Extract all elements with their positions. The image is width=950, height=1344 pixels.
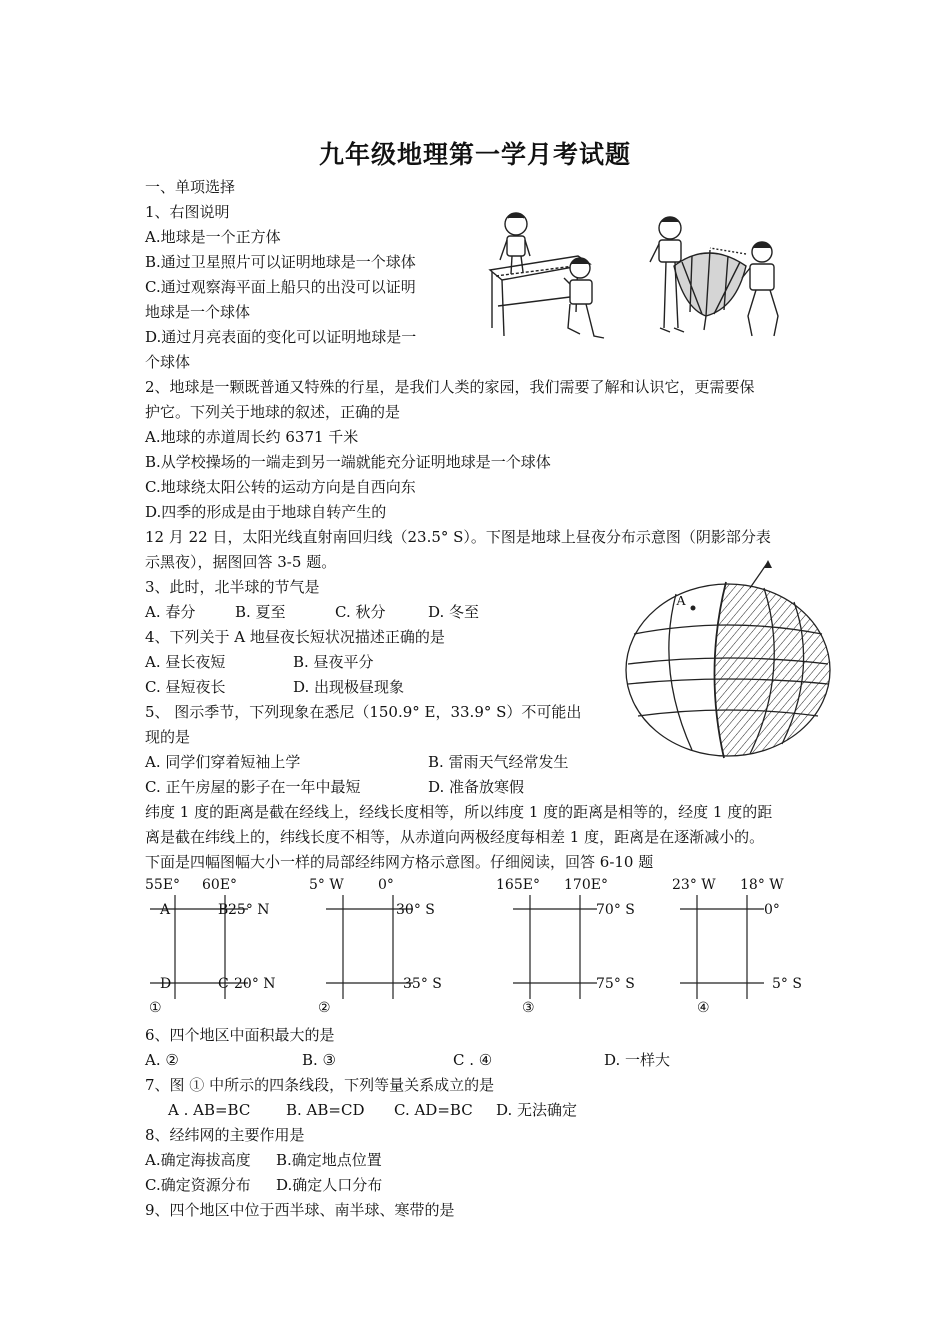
intro-6-10-cont2: 下面是四幅图幅大小一样的局部经纬网方格示意图。仔细阅读，回答 6-10 题 bbox=[145, 853, 654, 871]
grid3-lat-top: 70° S bbox=[596, 902, 635, 918]
intro-3-5: 12 月 22 日，太阳光线直射南回归线（23.5° S）。下图是地球上昼夜分布示意图（阴影部分表 bbox=[145, 528, 771, 546]
day-night-globe-diagram bbox=[618, 558, 833, 760]
grid2-lat-bottom: 35° S bbox=[403, 976, 442, 992]
grid2-lon-right: 0° bbox=[378, 877, 394, 893]
grid4-label: ④ bbox=[697, 1000, 710, 1016]
q6-option-b: B. ③ bbox=[302, 1051, 337, 1069]
page-title: 九年级地理第一学月考试题 bbox=[318, 140, 631, 169]
q2-option-d: D.四季的形成是由于地球自转产生的 bbox=[145, 503, 387, 521]
globe-point-label: A bbox=[676, 594, 687, 609]
grid2-lat-top: 30° S bbox=[396, 902, 435, 918]
grid4-lon-left: 23° W bbox=[672, 877, 716, 893]
q1-stem: 1、右图说明 bbox=[145, 203, 230, 221]
grid1-point-c: C bbox=[218, 976, 229, 992]
grid4-lon-right: 18° W bbox=[740, 877, 784, 893]
q6-option-d: D. 一样大 bbox=[604, 1051, 671, 1069]
q2-option-c: C.地球绕太阳公转的运动方向是自西向东 bbox=[145, 478, 416, 496]
grid1-lon-right: 60E° bbox=[202, 877, 238, 893]
q4-stem: 4、下列关于 A 地昼夜长短状况描述正确的是 bbox=[145, 628, 445, 646]
q1-option-c-cont: 地球是一个球体 bbox=[145, 303, 251, 321]
grid3-lon-left: 165E° bbox=[496, 877, 540, 893]
q4-option-c: C. 昼短夜长 bbox=[145, 678, 226, 696]
grid1-lon-left: 55E° bbox=[145, 877, 181, 893]
q3-stem: 3、此时，北半球的节气是 bbox=[145, 578, 320, 596]
q7-option-c: C. AD=BC bbox=[394, 1101, 473, 1119]
q7-stem: 7、图 ① 中所示的四条线段，下列等量关系成立的是 bbox=[145, 1076, 495, 1094]
q4-option-a: A. 昼长夜短 bbox=[145, 653, 226, 671]
q2-stem: 2、地球是一颗既普通又特殊的行星，是我们人类的家园，我们需要了解和认识它，更需要保 bbox=[145, 378, 755, 396]
section-heading: 一、单项选择 bbox=[145, 178, 236, 196]
q8-option-a: A.确定海拔高度 bbox=[145, 1151, 251, 1169]
grid3-lat-bottom: 75° S bbox=[596, 976, 635, 992]
q3-option-b: B. 夏至 bbox=[235, 603, 286, 621]
grid1-label: ① bbox=[149, 1000, 162, 1016]
q1-option-d: D.通过月亮表面的变化可以证明地球是一 bbox=[145, 328, 417, 346]
q1-option-a: A.地球是一个正方体 bbox=[145, 228, 281, 246]
q5-option-a: A. 同学们穿着短袖上学 bbox=[145, 753, 301, 771]
grid1-lat-top: 25° N bbox=[228, 902, 270, 918]
intro-3-5-cont: 示黑夜），据图回答 3-5 题。 bbox=[145, 553, 337, 571]
q6-option-a: A. ② bbox=[145, 1051, 179, 1069]
q3-option-c: C. 秋分 bbox=[335, 603, 386, 621]
q9-stem: 9、四个地区中位于西半球、南半球、寒带的是 bbox=[145, 1201, 455, 1219]
intro-6-10: 纬度 1 度的距离是截在经线上，经线长度相等，所以纬度 1 度的距离是相等的，经度 1 度的距 bbox=[145, 803, 773, 821]
q2-stem-cont: 护它。下列关于地球的叙述，正确的是 bbox=[145, 403, 401, 421]
q6-stem: 6、四个地区中面积最大的是 bbox=[145, 1026, 335, 1044]
grid1-point-a: A bbox=[160, 902, 171, 918]
q5-option-d: D. 准备放寒假 bbox=[428, 778, 525, 796]
grid4-lat-bottom: 5° S bbox=[772, 976, 802, 992]
q8-option-b: B.确定地点位置 bbox=[276, 1151, 382, 1169]
grid4-lat-top: 0° bbox=[764, 902, 780, 918]
q1-option-d-cont: 个球体 bbox=[145, 353, 191, 371]
intro-6-10-cont1: 离是截在纬线上的，纬线长度不相等，从赤道向两极经度每相差 1 度，距离是在逐渐减小的。 bbox=[145, 828, 765, 846]
q8-stem: 8、经纬网的主要作用是 bbox=[145, 1126, 305, 1144]
q4-option-b: B. 昼夜平分 bbox=[293, 653, 374, 671]
q7-option-b: B. AB=CD bbox=[286, 1101, 365, 1119]
q7-option-d: D. 无法确定 bbox=[496, 1101, 578, 1119]
q1-option-c: C.通过观察海平面上船只的出没可以证明 bbox=[145, 278, 416, 296]
grid1-point-b: B bbox=[218, 902, 229, 918]
grid3-lines bbox=[505, 895, 605, 1000]
q8-option-d: D.确定人口分布 bbox=[276, 1176, 383, 1194]
q2-option-a: A.地球的赤道周长约 6371 千米 bbox=[145, 428, 359, 446]
grid1-point-d: D bbox=[160, 976, 172, 992]
grid1-lat-bottom: 20° N bbox=[234, 976, 276, 992]
grid2-label: ② bbox=[318, 1000, 331, 1016]
q5-stem: 5、 图示季节，下列现象在悉尼（150.9° E，33.9° S）不可能出 bbox=[145, 703, 582, 721]
grid4-lines bbox=[672, 895, 772, 1000]
grid3-label: ③ bbox=[522, 1000, 535, 1016]
grid2-lon-left: 5° W bbox=[309, 877, 344, 893]
q5-option-b: B. 雷雨天气经常发生 bbox=[428, 753, 569, 771]
q6-option-c: C . ④ bbox=[453, 1051, 493, 1069]
q3-option-d: D. 冬至 bbox=[428, 603, 480, 621]
q8-option-c: C.确定资源分布 bbox=[145, 1176, 251, 1194]
q3-option-a: A. 春分 bbox=[145, 603, 196, 621]
q4-option-d: D. 出现极昼现象 bbox=[293, 678, 405, 696]
q7-option-a: A . AB=BC bbox=[168, 1101, 251, 1119]
q5-stem-cont: 现的是 bbox=[145, 728, 191, 746]
q1-illustration bbox=[478, 208, 803, 348]
q5-option-c: C. 正午房屋的影子在一年中最短 bbox=[145, 778, 361, 796]
grid3-lon-right: 170E° bbox=[564, 877, 608, 893]
q1-option-b: B.通过卫星照片可以证明地球是一个球体 bbox=[145, 253, 416, 271]
q2-option-b: B.从学校操场的一端走到另一端就能充分证明地球是一个球体 bbox=[145, 453, 551, 471]
